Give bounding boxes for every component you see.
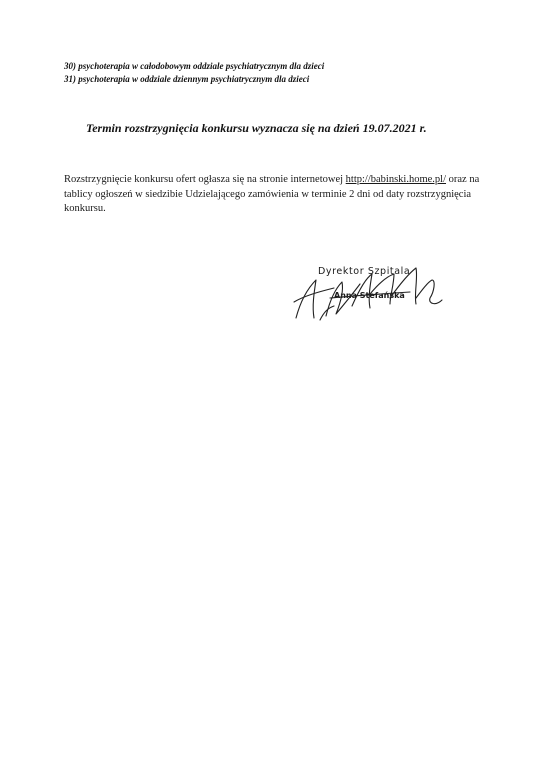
handwritten-signature-icon bbox=[290, 258, 450, 328]
paragraph-text-start: Rozstrzygnięcie konkursu ofert ogłasza się na stronie internetowej bbox=[64, 174, 346, 185]
announcement-paragraph bbox=[64, 173, 484, 217]
deadline-statement: Termin rozstrzygnięcia konkursu wyznacza się na dzień 19.07.2021 r. bbox=[86, 121, 427, 135]
signature-stamp bbox=[290, 258, 450, 328]
stamp-title: Dyrektor Szpitala bbox=[318, 266, 411, 277]
list-item: 30) psychoterapia w całodobowym oddziale psychiatrycznym dla dzieci bbox=[64, 61, 325, 71]
list-psychotherapy-units bbox=[64, 60, 504, 86]
paragraph-text-end: oraz na tablicy ogłoszeń w siedzibie Udzielającego zamówienia w terminie 2 dni od daty rozstrzygnięcia konkursu. bbox=[64, 174, 480, 214]
website-link[interactable]: http://babinski.home.pl/ bbox=[345, 174, 447, 185]
stamp-name: Anna Stefańska bbox=[334, 291, 405, 300]
list-item: 31) psychoterapia w oddziale dziennym psychiatrycznym dla dzieci bbox=[64, 74, 310, 84]
